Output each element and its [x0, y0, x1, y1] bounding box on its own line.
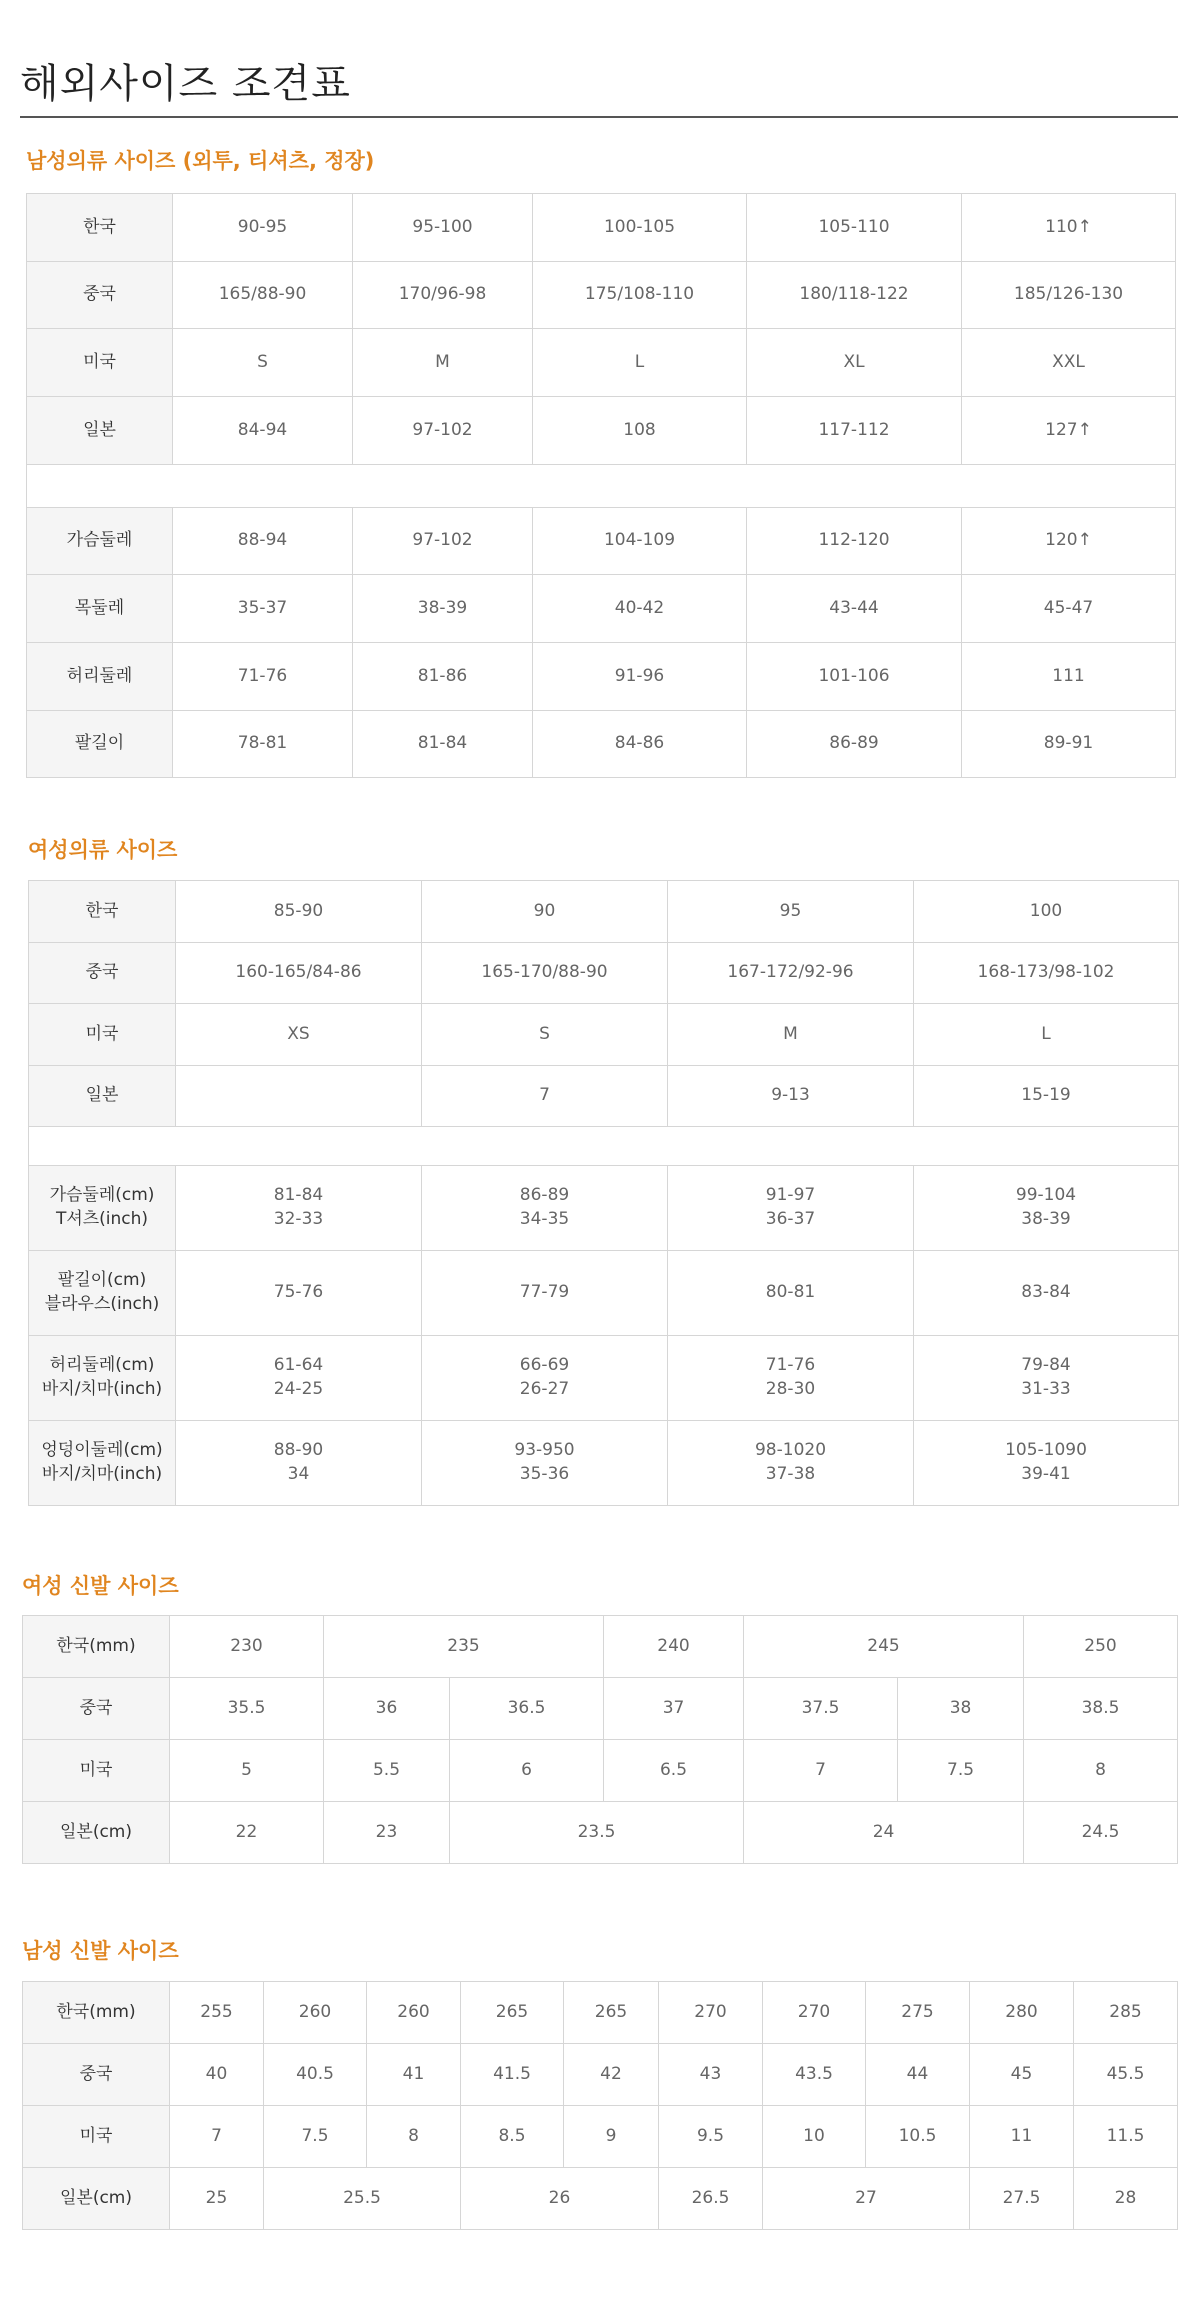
- table-row: [29, 1421, 1179, 1506]
- table-cell: S: [173, 329, 353, 397]
- table-cell: 270: [659, 1982, 763, 2044]
- table-cell: [914, 1166, 1179, 1251]
- table-cell: 9.5: [659, 2106, 763, 2168]
- table-cell: [914, 1336, 1179, 1421]
- cell-line: 34: [287, 1464, 310, 1484]
- men-clothing-heading: 남성의류 사이즈 (외투, 티셔츠, 정장): [26, 149, 375, 173]
- table-cell: 97-102: [353, 397, 533, 465]
- table-cell: 127↑: [962, 397, 1176, 465]
- table-cell: 41: [367, 2044, 461, 2106]
- table-cell: 95: [668, 881, 914, 943]
- table-cell: 23: [324, 1802, 450, 1864]
- table-row: [27, 575, 1176, 643]
- table-cell: 36.5: [450, 1678, 604, 1740]
- table-cell: 45.5: [1074, 2044, 1178, 2106]
- table-cell: 43: [659, 2044, 763, 2106]
- table-row: [23, 1616, 1178, 1678]
- cell-line: 32-33: [273, 1209, 324, 1229]
- table-cell: 97-102: [353, 508, 533, 575]
- table-cell: [668, 1421, 914, 1506]
- table-cell: 84-86: [533, 711, 747, 778]
- table-row: [23, 1802, 1178, 1864]
- table-row: [23, 2044, 1178, 2106]
- table-cell: 275: [866, 1982, 970, 2044]
- table-cell: 36: [324, 1678, 450, 1740]
- table-cell: 78-81: [173, 711, 353, 778]
- row-label-line: 허리둘레(cm): [49, 1355, 155, 1376]
- cell-line: 37-38: [765, 1464, 816, 1484]
- table-cell: 245: [744, 1616, 1024, 1678]
- row-label: 일본: [29, 1066, 176, 1127]
- table-cell: 83-84: [914, 1251, 1179, 1336]
- table-cell: 35.5: [170, 1678, 324, 1740]
- table-cell: 280: [970, 1982, 1074, 2044]
- table-cell: 9: [564, 2106, 659, 2168]
- table-cell: 45-47: [962, 575, 1176, 643]
- table-cell: 167-172/92-96: [668, 943, 914, 1004]
- row-label: 미국: [29, 1004, 176, 1066]
- table-cell: 88-94: [173, 508, 353, 575]
- table-cell: 185/126-130: [962, 262, 1176, 329]
- table-cell: 26: [461, 2168, 659, 2230]
- cell-line: 36-37: [765, 1209, 816, 1229]
- table-row: [29, 881, 1179, 943]
- table-cell: [668, 1336, 914, 1421]
- table-row: [23, 1740, 1178, 1802]
- table-cell: 5: [170, 1740, 324, 1802]
- table-cell: [422, 1166, 668, 1251]
- table-cell: 75-76: [176, 1251, 422, 1336]
- table-cell: 86-89: [747, 711, 962, 778]
- cell-line: 31-33: [1021, 1379, 1071, 1399]
- row-label: 한국: [29, 881, 176, 943]
- table-cell: 265: [564, 1982, 659, 2044]
- table-cell: 25.5: [264, 2168, 461, 2230]
- row-label: 중국: [27, 262, 173, 329]
- table-cell: 38-39: [353, 575, 533, 643]
- table-cell: 44: [866, 2044, 970, 2106]
- table-cell: 8: [367, 2106, 461, 2168]
- table-cell: 230: [170, 1616, 324, 1678]
- cell-line: 99-104: [1015, 1185, 1077, 1206]
- cell-line: 71-76: [765, 1355, 816, 1376]
- table-cell: 285: [1074, 1982, 1178, 2044]
- spacer-cell: [27, 465, 1176, 508]
- page-title: 해외사이즈 조견표: [20, 61, 351, 107]
- table-cell: 165/88-90: [173, 262, 353, 329]
- cell-line: 93-950: [514, 1440, 575, 1461]
- table-cell: 45: [970, 2044, 1074, 2106]
- table-cell: 89-91: [962, 711, 1176, 778]
- table-cell: 71-76: [173, 643, 353, 711]
- table-cell: 11.5: [1074, 2106, 1178, 2168]
- table-row: [27, 194, 1176, 262]
- cell-line: 79-84: [1021, 1355, 1071, 1376]
- table-cell: 40.5: [264, 2044, 367, 2106]
- row-label: 미국: [23, 1740, 170, 1802]
- row-label: 일본(cm): [23, 2168, 170, 2230]
- table-cell: 10.5: [866, 2106, 970, 2168]
- table-cell: 27: [763, 2168, 970, 2230]
- table-cell: 90-95: [173, 194, 353, 262]
- row-label: 중국: [23, 2044, 170, 2106]
- table-row: [29, 1004, 1179, 1066]
- table-cell: 111: [962, 643, 1176, 711]
- cell-line: 35-36: [519, 1464, 570, 1484]
- table-cell: [914, 1421, 1179, 1506]
- table-cell: 112-120: [747, 508, 962, 575]
- table-cell: 40-42: [533, 575, 747, 643]
- women-shoes-table: [22, 1615, 1178, 1864]
- cell-line: 24-25: [273, 1379, 324, 1399]
- table-cell: 255: [170, 1982, 264, 2044]
- table-row: [29, 1066, 1179, 1127]
- row-label: 한국(mm): [23, 1982, 170, 2044]
- table-cell: 84-94: [173, 397, 353, 465]
- table-cell: 260: [264, 1982, 367, 2044]
- table-cell: 37.5: [744, 1678, 898, 1740]
- table-cell: 165-170/88-90: [422, 943, 668, 1004]
- row-label: 한국: [27, 194, 173, 262]
- row-label: [29, 1251, 176, 1336]
- cell-line: 26-27: [519, 1379, 570, 1399]
- cell-line: 61-64: [273, 1355, 324, 1376]
- table-cell: 170/96-98: [353, 262, 533, 329]
- row-label: 팔길이: [27, 711, 173, 778]
- table-cell: XXL: [962, 329, 1176, 397]
- table-cell: 77-79: [422, 1251, 668, 1336]
- table-row: [27, 329, 1176, 397]
- row-label: 가슴둘레: [27, 508, 173, 575]
- table-cell: 175/108-110: [533, 262, 747, 329]
- row-label: 목둘레: [27, 575, 173, 643]
- table-cell: 80-81: [668, 1251, 914, 1336]
- cell-line: 91-97: [765, 1185, 816, 1206]
- row-label-line: 엉덩이둘레(cm): [41, 1440, 163, 1461]
- cell-line: 86-89: [519, 1185, 570, 1206]
- row-label: [29, 1421, 176, 1506]
- table-row: [27, 643, 1176, 711]
- table-row: [27, 397, 1176, 465]
- table-cell: 37: [604, 1678, 744, 1740]
- table-cell: 90: [422, 881, 668, 943]
- title-divider: [20, 116, 1178, 118]
- table-cell: 24: [744, 1802, 1024, 1864]
- row-label-line: 바지/치마(inch): [41, 1379, 163, 1399]
- cell-line: 81-84: [273, 1185, 324, 1206]
- table-cell: 7.5: [898, 1740, 1024, 1802]
- table-cell: [422, 1421, 668, 1506]
- row-label: 일본: [27, 397, 173, 465]
- row-label: 미국: [23, 2106, 170, 2168]
- row-label-line: T셔츠(inch): [55, 1209, 149, 1229]
- men-shoes-heading: 남성 신발 사이즈: [22, 1939, 179, 1963]
- table-cell: 11: [970, 2106, 1074, 2168]
- table-cell: 105-110: [747, 194, 962, 262]
- table-cell: 24.5: [1024, 1802, 1178, 1864]
- table-cell: M: [668, 1004, 914, 1066]
- table-cell: 235: [324, 1616, 604, 1678]
- table-cell: 110↑: [962, 194, 1176, 262]
- cell-line: 66-69: [519, 1355, 570, 1376]
- row-label: 중국: [23, 1678, 170, 1740]
- table-cell: 43-44: [747, 575, 962, 643]
- table-cell: XS: [176, 1004, 422, 1066]
- table-cell: 240: [604, 1616, 744, 1678]
- women-clothing-table: [28, 880, 1179, 1506]
- men-clothing-table: [26, 193, 1176, 778]
- table-cell: 25: [170, 2168, 264, 2230]
- table-cell: 23.5: [450, 1802, 744, 1864]
- table-cell: 35-37: [173, 575, 353, 643]
- table-cell: 38.5: [1024, 1678, 1178, 1740]
- table-row: [29, 1336, 1179, 1421]
- table-cell: 81-84: [353, 711, 533, 778]
- table-cell: [176, 1421, 422, 1506]
- table-cell: 100-105: [533, 194, 747, 262]
- row-label-line: 블라우스(inch): [44, 1294, 160, 1314]
- table-row: [27, 262, 1176, 329]
- table-cell: 270: [763, 1982, 866, 2044]
- row-label: 허리둘레: [27, 643, 173, 711]
- table-cell: 265: [461, 1982, 564, 2044]
- table-cell: [668, 1166, 914, 1251]
- table-cell: 8.5: [461, 2106, 564, 2168]
- table-cell: 22: [170, 1802, 324, 1864]
- table-cell: 7.5: [264, 2106, 367, 2168]
- table-row: [29, 1166, 1179, 1251]
- row-label: 미국: [27, 329, 173, 397]
- table-cell: 117-112: [747, 397, 962, 465]
- men-shoes-table: [22, 1981, 1178, 2230]
- table-cell: 250: [1024, 1616, 1178, 1678]
- row-label: 중국: [29, 943, 176, 1004]
- women-shoes-heading: 여성 신발 사이즈: [22, 1574, 179, 1598]
- cell-line: 34-35: [519, 1209, 570, 1229]
- cell-line: 105-1090: [1005, 1440, 1087, 1461]
- table-cell: 160-165/84-86: [176, 943, 422, 1004]
- table-row: [27, 508, 1176, 575]
- table-row: [27, 711, 1176, 778]
- table-cell: 6: [450, 1740, 604, 1802]
- cell-line: 88-90: [273, 1440, 324, 1461]
- table-cell: 38: [898, 1678, 1024, 1740]
- table-cell: 9-13: [668, 1066, 914, 1127]
- table-cell: S: [422, 1004, 668, 1066]
- table-cell: 180/118-122: [747, 262, 962, 329]
- table-cell: 168-173/98-102: [914, 943, 1179, 1004]
- table-cell: 85-90: [176, 881, 422, 943]
- row-label-line: 팔길이(cm): [57, 1270, 147, 1291]
- table-cell: 260: [367, 1982, 461, 2044]
- table-cell: [176, 1166, 422, 1251]
- table-cell: 41.5: [461, 2044, 564, 2106]
- table-cell: 6.5: [604, 1740, 744, 1802]
- table-cell: 42: [564, 2044, 659, 2106]
- spacer-cell: [29, 1127, 1179, 1166]
- table-cell: M: [353, 329, 533, 397]
- table-cell: 27.5: [970, 2168, 1074, 2230]
- cell-line: 28-30: [765, 1379, 816, 1399]
- table-row: [23, 1678, 1178, 1740]
- table-cell: XL: [747, 329, 962, 397]
- row-label-line: 가슴둘레(cm): [49, 1185, 155, 1206]
- table-cell: 104-109: [533, 508, 747, 575]
- table-cell: 15-19: [914, 1066, 1179, 1127]
- table-cell: 91-96: [533, 643, 747, 711]
- table-cell: 81-86: [353, 643, 533, 711]
- table-cell: 5.5: [324, 1740, 450, 1802]
- table-cell: 28: [1074, 2168, 1178, 2230]
- cell-line: 38-39: [1021, 1209, 1071, 1229]
- table-cell: L: [914, 1004, 1179, 1066]
- table-cell: 10: [763, 2106, 866, 2168]
- women-clothing-heading: 여성의류 사이즈: [28, 838, 178, 862]
- row-label: [29, 1166, 176, 1251]
- table-cell: 7: [170, 2106, 264, 2168]
- table-cell: 7: [422, 1066, 668, 1127]
- table-cell: 120↑: [962, 508, 1176, 575]
- table-row: [29, 1251, 1179, 1336]
- table-cell: L: [533, 329, 747, 397]
- table-cell: [422, 1336, 668, 1421]
- table-row: [29, 943, 1179, 1004]
- cell-line: 39-41: [1021, 1464, 1071, 1484]
- table-cell: 7: [744, 1740, 898, 1802]
- table-row: [23, 2106, 1178, 2168]
- table-cell: 26.5: [659, 2168, 763, 2230]
- table-cell: 108: [533, 397, 747, 465]
- table-cell: [176, 1066, 422, 1127]
- row-label: 일본(cm): [23, 1802, 170, 1864]
- row-label-line: 바지/치마(inch): [41, 1464, 163, 1484]
- table-cell: 43.5: [763, 2044, 866, 2106]
- spacer-row: [27, 465, 1176, 508]
- table-cell: 8: [1024, 1740, 1178, 1802]
- table-row: [23, 1982, 1178, 2044]
- table-cell: 40: [170, 2044, 264, 2106]
- table-cell: 101-106: [747, 643, 962, 711]
- table-cell: 100: [914, 881, 1179, 943]
- row-label: 한국(mm): [23, 1616, 170, 1678]
- table-cell: 95-100: [353, 194, 533, 262]
- table-cell: [176, 1336, 422, 1421]
- row-label: [29, 1336, 176, 1421]
- spacer-row: [29, 1127, 1179, 1166]
- table-row: [23, 2168, 1178, 2230]
- cell-line: 98-1020: [754, 1440, 827, 1461]
